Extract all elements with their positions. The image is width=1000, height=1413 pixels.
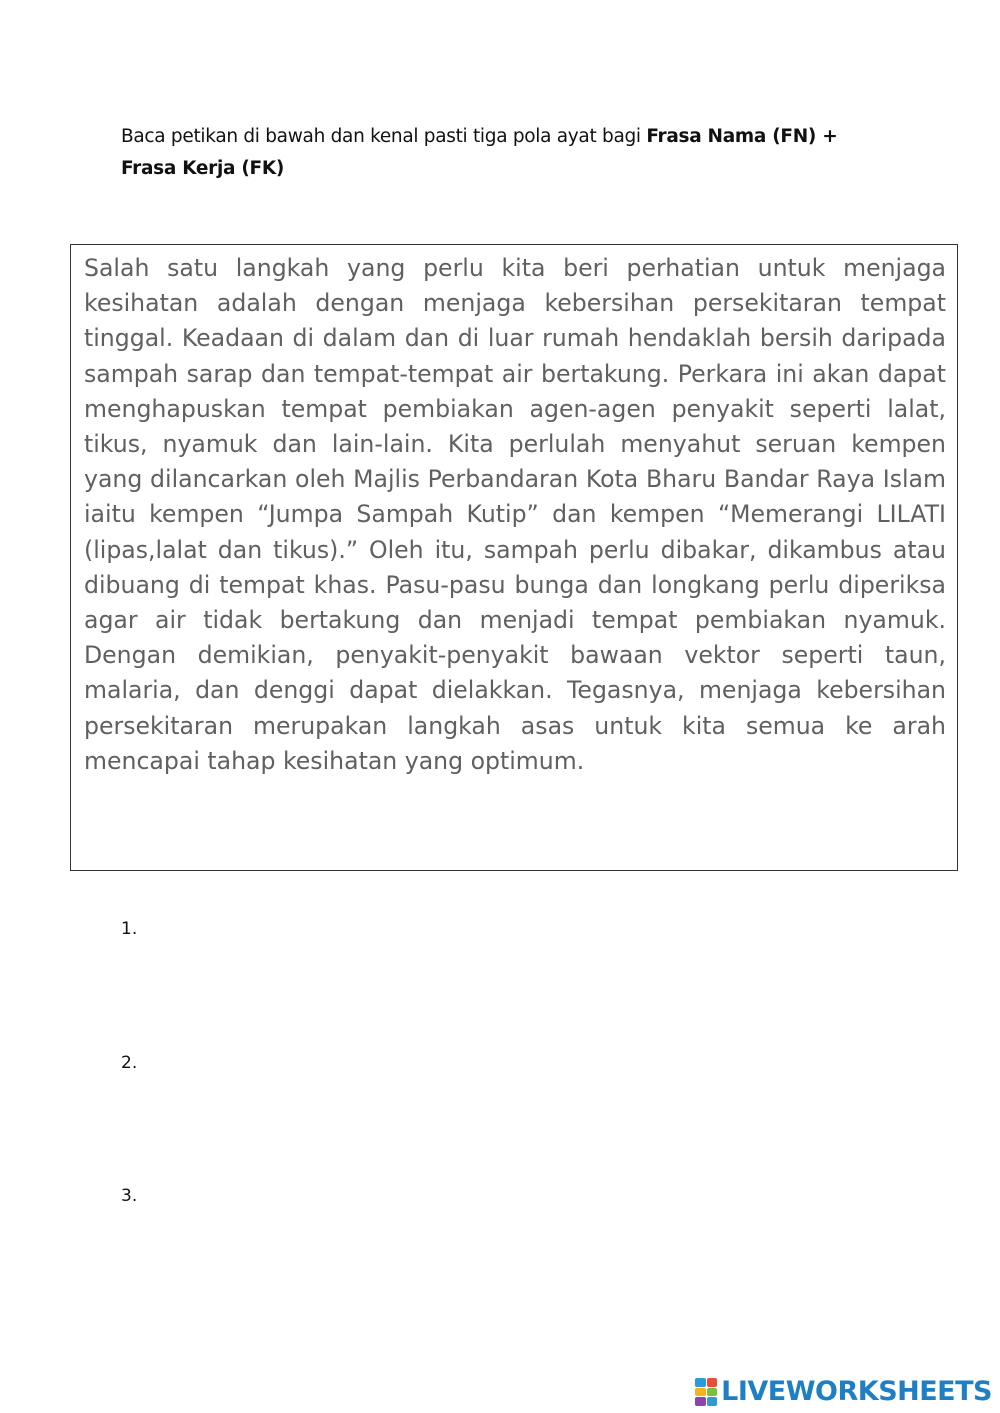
passage-box [70,244,958,871]
answer-number-3: 3. [121,1186,138,1206]
passage-text: Salah satu langkah yang perlu kita beri perhatian untuk menjaga kesihatan adalah dengan menjaga kebersihan persekitaran tempat tinggal. Keadaan di dalam dan di luar rumah hendaklah bersih daripada sampah sarap dan tempat-tempat air bertakung. Perkara ini akan dapat menghapuskan tempat pembiakan agen-agen penyakit seperti lalat, tikus, nyamuk dan lain-lain. Kita perlulah menyahut seruan kempen yang dilancarkan oleh Majlis Perbandaran Kota Bharu Bandar Raya Islam iaitu kempen “Jumpa Sampah Kutip” dan kempen “Memerangi LILATI (lipas,lalat dan tikus).” Oleh itu, sampah perlu dibakar, dikambus atau dibuang di tempat khas. Pasu-pasu bunga dan longkang perlu diperiksa agar air tidak bertakung dan menjadi tempat pembiakan nyamuk. Dengan demikian, penyakit-penyakit bawaan vektor seperti taun, malaria, dan denggi dapat dielakkan. Tegasnya, menjaga kebersihan persekitaran merupakan langkah asas untuk kita semua ke arah mencapai tahap kesihatan yang optimum. [84,254,946,775]
liveworksheets-logo [695,1376,992,1408]
answer-number-2: 2. [121,1053,138,1073]
answer-number-1: 1. [121,919,138,939]
brand-name: LIVEWORKSHEETS [721,1376,992,1407]
brand-blocks-icon [695,1378,717,1406]
instruction-text [121,121,881,185]
instruction-plain: Baca petikan di bawah dan kenal pasti tiga pola ayat bagi [121,126,647,147]
instruction-bold: Frasa Nama (FN) + Frasa Kerja (FK) [121,126,838,179]
